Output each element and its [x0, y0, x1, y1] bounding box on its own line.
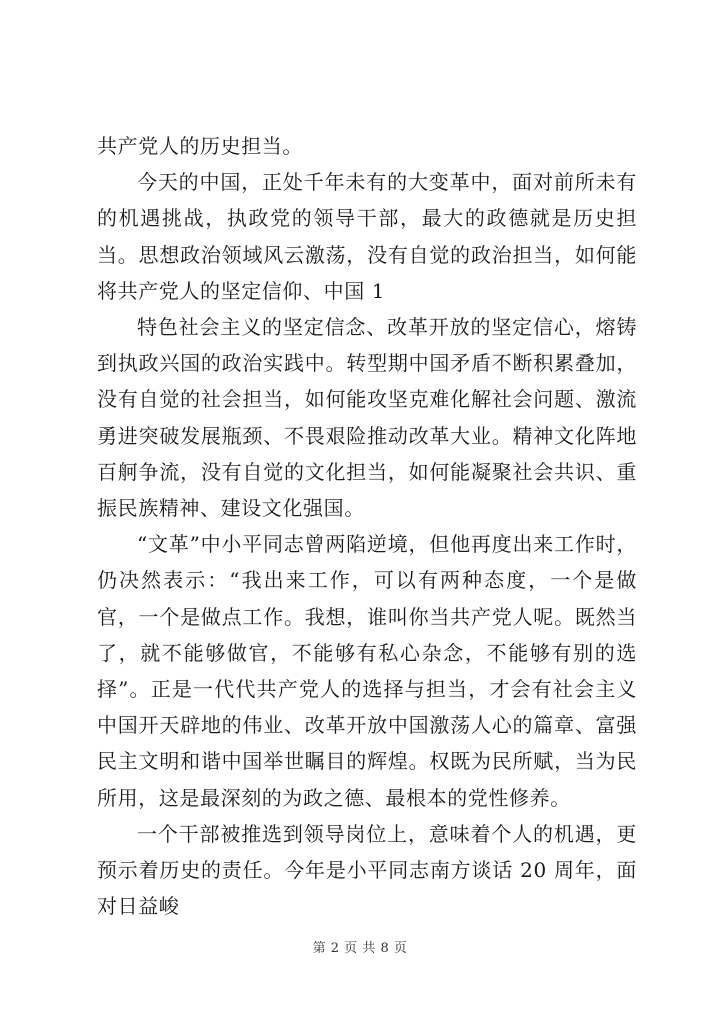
paragraph-3: 特色社会主义的坚定信念、改革开放的坚定信心，熔铸到执政兴国的政治实践中。转型期中国矛盾不断积累叠加，没有自觉的社会担当，如何能攻坚克难化解社会问题、激流勇进突破发展瓶颈、不畏艰险推动改革大业。精神文化阵地百舸争流，没有自觉的文化担当，如何能凝聚社会共识、重振民族精神、建设文化强国。 [97, 315, 637, 521]
paragraph-5: 一个干部被推选到领导岗位上，意味着个人的机遇，更预示着历史的责任。今年是小平同志南方谈话 20 周年，面对日益峻 [97, 821, 637, 919]
document-body [97, 128, 637, 924]
paragraph-2: 今天的中国，正处千年未有的大变革中，面对前所未有的机遇挑战，执政党的领导干部，最大的政德就是历史担当。思想政治领域风云激荡，没有自觉的政治担当，如何能将共产党人的坚定信仰、中国 1 [97, 170, 637, 303]
page-footer: 第 2 页 共 8 页 [312, 941, 408, 956]
paragraph-1: 共产党人的历史担当。 [97, 134, 303, 158]
paragraph-4: “文革”中小平同志曾两陷逆境，但他再度出来工作时，仍决然表示：“我出来工作，可以有两种态度，一个是做官，一个是做点工作。我想，谁叫你当共产党人呢。既然当了，就不能够做官，不能够有私心杂念，不能够有别的选择”。正是一代代共产党人的选择与担当，才会有社会主义中国开天辟地的伟业、改革开放中国激荡人心的篇章、富强民主文明和谐中国举世瞩目的辉煌。权既为民所赋，当为民所用，这是最深刻的为政之德、最根本的党性修养。 [97, 532, 637, 810]
